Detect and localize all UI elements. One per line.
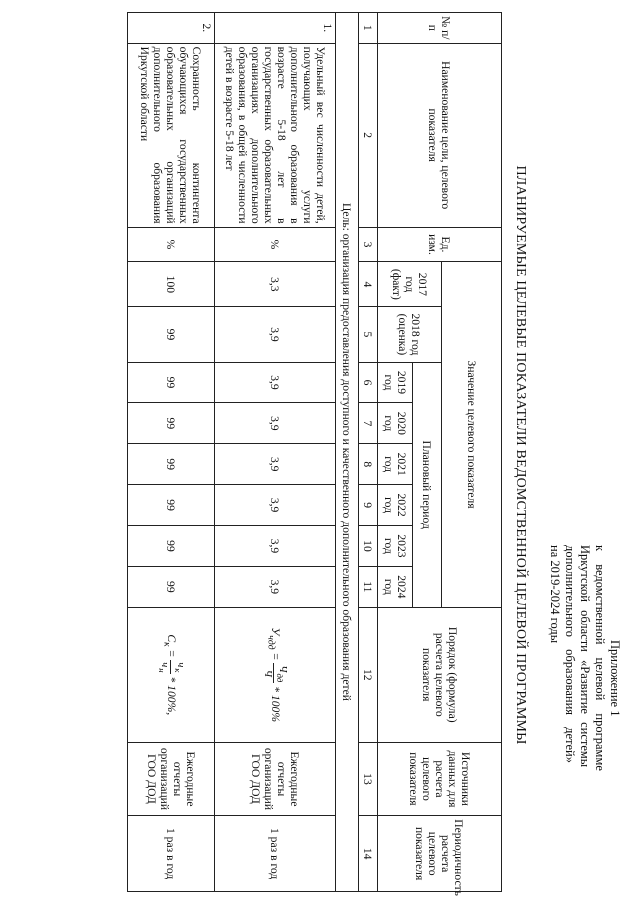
row-number: 2. xyxy=(128,13,215,44)
data-source: Ежегодные отчеты организаций ГОО ДОД xyxy=(215,742,336,816)
appendix-line: на 2019-2024 годы xyxy=(548,545,562,644)
column-number: 10 xyxy=(359,526,378,567)
formula-lhs: С xyxy=(165,634,179,643)
indicator-name: Удельный вес численности детей, получающих услуги дополнительного образования в возрасте 5-18 лет в государственных образовательных организациях дополнительного образования, в общей численности детей в возрасте 5-18 лет xyxy=(215,43,336,227)
header-plan-period: Плановый период xyxy=(413,362,442,607)
header-year-2017: 2017 год (факт) xyxy=(378,262,442,307)
header-year-2021: 2021 год xyxy=(378,444,413,485)
value-2020: 3,9 xyxy=(215,403,336,444)
value-2024: 99 xyxy=(128,566,215,607)
indicators-table xyxy=(127,12,502,896)
column-number: 12 xyxy=(359,607,378,742)
data-source: Ежегодные отчеты организаций ГОО ДОД xyxy=(128,742,215,816)
header-year-2019: 2019 год xyxy=(378,362,413,403)
header-name: Наименование цели, целевого показателя xyxy=(378,43,502,227)
formula-lhs: У xyxy=(269,627,283,636)
formula-fraction xyxy=(262,663,288,683)
table-row xyxy=(215,13,336,892)
column-number: 8 xyxy=(359,444,378,485)
document-title: ПЛАНИРУЕМЫЕ ЦЕЛЕВЫЕ ПОКАЗАТЕЛИ ВЕДОМСТВЕННОЙ ЦЕЛЕВОЙ ПРОГРАММЫ xyxy=(513,165,528,745)
value-2018: 99 xyxy=(128,307,215,362)
calculation-formula xyxy=(215,607,336,742)
column-number: 7 xyxy=(359,403,378,444)
formula-denominator: $ч_н$ xyxy=(157,662,171,673)
header-num: № п/п xyxy=(378,13,502,44)
header-source: Источники данных для расчета целевого показателя xyxy=(378,742,502,816)
column-number: 3 xyxy=(359,227,378,262)
calculation-formula xyxy=(128,607,215,742)
value-2017: 100 xyxy=(128,262,215,307)
column-number: 13 xyxy=(359,742,378,816)
header-formula: Порядок (формула) расчета целевого показателя xyxy=(378,607,502,742)
formula: $У_{чдд}$ = $Ч_{дд}$ Ч * 100% xyxy=(261,627,289,723)
calculation-period: 1 раз в год xyxy=(128,816,215,892)
table-row xyxy=(128,13,215,892)
row-number: 1. xyxy=(215,13,336,44)
value-2019: 3,9 xyxy=(215,362,336,403)
formula-tail: * 100% xyxy=(269,686,283,723)
formula-fraction xyxy=(156,660,185,673)
value-2023: 99 xyxy=(128,526,215,567)
formula-numerator: $Ч_{дд}$ xyxy=(274,665,289,683)
value-2022: 3,9 xyxy=(215,485,336,526)
column-number: 6 xyxy=(359,362,378,403)
appendix-line: дополнительного образования детей» xyxy=(563,545,577,763)
value-2019: 99 xyxy=(128,362,215,403)
header-year-2023: 2023 год xyxy=(378,526,413,567)
value-2018: 3,9 xyxy=(215,307,336,362)
appendix-line: к ведомственной целевой программе xyxy=(593,545,607,771)
value-2022: 99 xyxy=(128,485,215,526)
header-values-group: Значение целевого показателя xyxy=(442,262,502,607)
indicator-unit: % xyxy=(215,227,336,262)
formula-tail: * 100%, xyxy=(165,676,179,716)
header-year-2020: 2020 год xyxy=(378,403,413,444)
appendix-block xyxy=(547,545,622,875)
formula: $С_к$ = $ч_к$ $ч_н$ * 100%, xyxy=(157,634,186,716)
header-year-2018: 2018 год (оценка) xyxy=(378,307,442,362)
appendix-line: Приложение 1 xyxy=(608,640,622,717)
header-year-2022: 2022 год xyxy=(378,485,413,526)
appendix-line: Иркутской области «Развитие системы xyxy=(578,545,592,768)
formula-denominator: Ч xyxy=(261,669,273,677)
column-number: 4 xyxy=(359,262,378,307)
column-number: 1 xyxy=(359,13,378,44)
indicator-unit: % xyxy=(128,227,215,262)
formula-numerator: $ч_к$ xyxy=(171,660,186,673)
header-year-2024: 2024 год xyxy=(378,566,413,607)
value-2020: 99 xyxy=(128,403,215,444)
calculation-period: 1 раз в год xyxy=(215,816,336,892)
goal-row: Цель: организация предоставления доступного и качественного дополнительного образования детей xyxy=(336,13,359,892)
value-2021: 99 xyxy=(128,444,215,485)
column-number: 9 xyxy=(359,485,378,526)
header-period: Периодичность расчета целевого показателя xyxy=(378,816,502,892)
value-2024: 3,9 xyxy=(215,566,336,607)
value-2021: 3,9 xyxy=(215,444,336,485)
formula-lhs-sub: к xyxy=(162,642,174,647)
header-unit: Ед. изм. xyxy=(378,227,502,262)
indicator-name: Сохранность контингента обучающихся государственных образовательных организаций дополнительного образования Иркутской области xyxy=(128,43,215,227)
value-2023: 3,9 xyxy=(215,526,336,567)
column-number: 2 xyxy=(359,43,378,227)
column-number: 11 xyxy=(359,566,378,607)
formula-lhs-sub: чдд xyxy=(266,635,278,650)
value-2017: 3,3 xyxy=(215,262,336,307)
column-number: 14 xyxy=(359,816,378,892)
column-number: 5 xyxy=(359,307,378,362)
